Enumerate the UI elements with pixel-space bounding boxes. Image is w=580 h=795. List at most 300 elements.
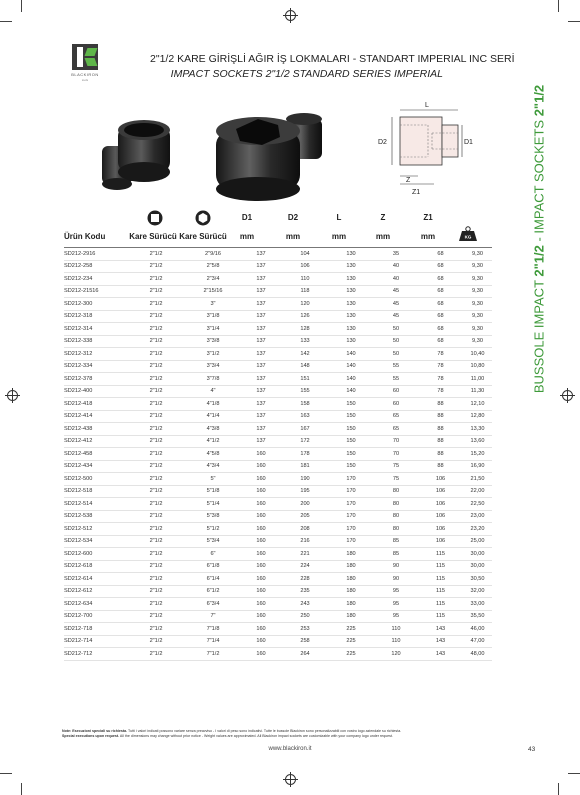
l-value: 130 <box>328 285 374 298</box>
weight-value: 9,30 <box>463 260 492 273</box>
socket-size: 4" <box>186 385 240 398</box>
l-value: 170 <box>328 498 374 511</box>
socket-size: 2"9/16 <box>186 248 240 261</box>
l-value: 140 <box>328 360 374 373</box>
table-row <box>64 523 492 536</box>
z1-value: 68 <box>418 260 463 273</box>
l-value: 150 <box>328 435 374 448</box>
l-value: 150 <box>328 423 374 436</box>
z1-value: 68 <box>418 323 463 336</box>
product-code: SD212-518 <box>64 485 126 498</box>
table-row <box>64 473 492 486</box>
side-title-prefix: BUSSOLE IMPACT <box>531 276 547 394</box>
socket-size: 5" <box>186 473 240 486</box>
drive-size: 2"1/2 <box>126 535 186 548</box>
socket-size: 3"3/8 <box>186 335 240 348</box>
z1-value: 115 <box>418 573 463 586</box>
table-row <box>64 385 492 398</box>
d1-value: 160 <box>240 623 282 636</box>
drive-size: 2"1/2 <box>126 585 186 598</box>
product-code: SD212-434 <box>64 460 126 473</box>
weight-value: 9,30 <box>463 310 492 323</box>
weight-value: 30,50 <box>463 573 492 586</box>
socket-size: 4"1/8 <box>186 398 240 411</box>
l-value: 150 <box>328 448 374 461</box>
table-row <box>64 260 492 273</box>
drive-size: 2"1/2 <box>126 548 186 561</box>
dim-label-d1: D1 <box>464 139 473 146</box>
z1-value: 115 <box>418 610 463 623</box>
z-value: 85 <box>374 548 418 561</box>
drive-size: 2"1/2 <box>126 610 186 623</box>
table-row <box>64 423 492 436</box>
z-value: 70 <box>374 435 418 448</box>
z-value: 95 <box>374 610 418 623</box>
product-code: SD212-712 <box>64 648 126 661</box>
l-value: 170 <box>328 535 374 548</box>
socket-size: 5"3/4 <box>186 535 240 548</box>
drive-size: 2"1/2 <box>126 410 186 423</box>
col-header-size: Kare Sürücü <box>179 232 227 241</box>
col-unit-z: mm <box>375 232 391 241</box>
table-row <box>64 573 492 586</box>
product-code: SD212-378 <box>64 373 126 386</box>
l-value: 225 <box>328 623 374 636</box>
d2-value: 228 <box>282 573 328 586</box>
weight-value: 15,20 <box>463 448 492 461</box>
z-value: 70 <box>374 448 418 461</box>
product-code: SD212-458 <box>64 448 126 461</box>
drive-size: 2"1/2 <box>126 623 186 636</box>
product-code: SD212-334 <box>64 360 126 373</box>
product-table <box>64 247 492 661</box>
z1-value: 68 <box>418 298 463 311</box>
l-value: 170 <box>328 473 374 486</box>
socket-photo-small <box>92 120 182 198</box>
socket-size: 5"3/8 <box>186 510 240 523</box>
d1-value: 137 <box>240 335 282 348</box>
z1-value: 106 <box>418 523 463 536</box>
d1-value: 137 <box>240 348 282 361</box>
socket-size: 3"7/8 <box>186 373 240 386</box>
z-value: 110 <box>374 623 418 636</box>
socket-size: 6" <box>186 548 240 561</box>
drive-size: 2"1/2 <box>126 323 186 336</box>
table-row <box>64 310 492 323</box>
z-value: 35 <box>374 248 418 261</box>
d2-value: 151 <box>282 373 328 386</box>
table-row <box>64 560 492 573</box>
d2-value: 221 <box>282 548 328 561</box>
side-title-bold2: 2"1/2 <box>531 84 547 117</box>
z-value: 80 <box>374 523 418 536</box>
d2-value: 167 <box>282 423 328 436</box>
side-title-bold1: 2"1/2 <box>531 245 547 277</box>
d2-value: 133 <box>282 335 328 348</box>
weight-value: 12,80 <box>463 410 492 423</box>
socket-size: 4"3/4 <box>186 460 240 473</box>
z1-value: 115 <box>418 548 463 561</box>
weight-icon <box>458 226 478 241</box>
weight-value: 25,00 <box>463 535 492 548</box>
weight-value: 9,30 <box>463 323 492 336</box>
note-line1-bold: Esecuzioni speciali su richiesta. <box>72 729 128 733</box>
col-unit-d2: mm <box>285 232 301 241</box>
drive-size: 2"1/2 <box>126 385 186 398</box>
col-header-l: L <box>336 213 342 222</box>
weight-value: 9,30 <box>463 335 492 348</box>
weight-value: 10,40 <box>463 348 492 361</box>
weight-value: 22,00 <box>463 485 492 498</box>
socket-size: 6"1/8 <box>186 560 240 573</box>
weight-value: 48,00 <box>463 648 492 661</box>
l-value: 150 <box>328 398 374 411</box>
z-value: 50 <box>374 335 418 348</box>
l-value: 180 <box>328 560 374 573</box>
crop-mark <box>568 21 580 22</box>
d1-value: 137 <box>240 385 282 398</box>
z-value: 45 <box>374 285 418 298</box>
product-code: SD212-418 <box>64 398 126 411</box>
d2-value: 128 <box>282 323 328 336</box>
l-value: 180 <box>328 573 374 586</box>
socket-size: 5"1/4 <box>186 498 240 511</box>
d1-value: 160 <box>240 560 282 573</box>
d2-value: 200 <box>282 498 328 511</box>
drive-size: 2"1/2 <box>126 448 186 461</box>
d2-value: 158 <box>282 398 328 411</box>
weight-value: 9,30 <box>463 273 492 286</box>
weight-value: 10,80 <box>463 360 492 373</box>
weight-value: 9,30 <box>463 248 492 261</box>
z1-value: 143 <box>418 635 463 648</box>
d2-value: 181 <box>282 460 328 473</box>
l-value: 140 <box>328 348 374 361</box>
drive-size: 2"1/2 <box>126 635 186 648</box>
col-header-d2: D2 <box>287 213 299 222</box>
d1-value: 137 <box>240 260 282 273</box>
brand-tag: tools <box>81 78 89 82</box>
product-code: SD212-312 <box>64 348 126 361</box>
product-code: SD212-300 <box>64 298 126 311</box>
drive-size: 2"1/2 <box>126 573 186 586</box>
product-code: SD212-338 <box>64 335 126 348</box>
weight-value: 9,30 <box>463 285 492 298</box>
table-row <box>64 448 492 461</box>
z1-value: 68 <box>418 310 463 323</box>
dim-label-l: L <box>425 102 429 109</box>
table-row <box>64 248 492 261</box>
d2-value: 155 <box>282 385 328 398</box>
d2-value: 172 <box>282 435 328 448</box>
product-code: SD212-618 <box>64 560 126 573</box>
dim-label-z1: Z1 <box>412 189 421 196</box>
table-row <box>64 635 492 648</box>
d1-value: 137 <box>240 423 282 436</box>
product-code: SD212-314 <box>64 323 126 336</box>
drive-size: 2"1/2 <box>126 560 186 573</box>
footer-note <box>62 729 522 739</box>
d1-value: 137 <box>240 398 282 411</box>
z1-value: 143 <box>418 623 463 636</box>
l-value: 130 <box>328 335 374 348</box>
z1-value: 106 <box>418 473 463 486</box>
weight-icon-label: KG <box>464 234 472 240</box>
z-value: 45 <box>374 298 418 311</box>
d2-value: 148 <box>282 360 328 373</box>
z1-value: 115 <box>418 560 463 573</box>
socket-size: 5"1/2 <box>186 523 240 536</box>
registration-mark-left <box>7 390 18 401</box>
drive-size: 2"1/2 <box>126 598 186 611</box>
drive-size: 2"1/2 <box>126 285 186 298</box>
col-unit-z1: mm <box>420 232 436 241</box>
table-row <box>64 610 492 623</box>
square-drive-icon <box>147 210 163 226</box>
drive-size: 2"1/2 <box>126 273 186 286</box>
socket-size: 4"1/2 <box>186 435 240 448</box>
product-code: SD212-538 <box>64 510 126 523</box>
weight-value: 9,30 <box>463 298 492 311</box>
drive-size: 2"1/2 <box>126 335 186 348</box>
z1-value: 88 <box>418 410 463 423</box>
z1-value: 88 <box>418 435 463 448</box>
side-title-middle: - IMPACT SOCKETS <box>531 116 547 246</box>
product-code: SD212-612 <box>64 585 126 598</box>
drive-size: 2"1/2 <box>126 373 186 386</box>
z-value: 120 <box>374 648 418 661</box>
socket-size: 4"5/8 <box>186 448 240 461</box>
socket-size: 7"1/4 <box>186 635 240 648</box>
weight-value: 32,00 <box>463 585 492 598</box>
z-value: 45 <box>374 310 418 323</box>
d2-value: 253 <box>282 623 328 636</box>
weight-value: 47,00 <box>463 635 492 648</box>
d2-value: 224 <box>282 560 328 573</box>
drive-size: 2"1/2 <box>126 473 186 486</box>
z-value: 95 <box>374 585 418 598</box>
d2-value: 243 <box>282 598 328 611</box>
socket-size: 3" <box>186 298 240 311</box>
product-code: SD212-614 <box>64 573 126 586</box>
d2-value: 178 <box>282 448 328 461</box>
hexagon-icon <box>195 210 211 226</box>
table-row <box>64 485 492 498</box>
d1-value: 137 <box>240 273 282 286</box>
table-row <box>64 298 492 311</box>
crop-mark <box>558 0 559 12</box>
z1-value: 88 <box>418 448 463 461</box>
product-code: SD212-258 <box>64 260 126 273</box>
z1-value: 68 <box>418 248 463 261</box>
drive-size: 2"1/2 <box>126 398 186 411</box>
socket-size: 5"1/8 <box>186 485 240 498</box>
page-subtitle: IMPACT SOCKETS 2"1/2 STANDARD SERIES IMPERIAL <box>170 68 443 80</box>
drive-size: 2"1/2 <box>126 248 186 261</box>
drive-size: 2"1/2 <box>126 260 186 273</box>
z-value: 80 <box>374 485 418 498</box>
z1-value: 68 <box>418 285 463 298</box>
table-row <box>64 460 492 473</box>
product-code: SD212-514 <box>64 498 126 511</box>
z1-value: 78 <box>418 360 463 373</box>
dimension-diagram <box>372 98 482 203</box>
crop-mark <box>558 783 559 795</box>
l-value: 130 <box>328 298 374 311</box>
table-row <box>64 585 492 598</box>
weight-value: 22,50 <box>463 498 492 511</box>
d1-value: 137 <box>240 410 282 423</box>
brand-name: BLACKIRON <box>71 72 99 77</box>
z1-value: 106 <box>418 510 463 523</box>
z-value: 90 <box>374 560 418 573</box>
drive-size: 2"1/2 <box>126 360 186 373</box>
table-row <box>64 335 492 348</box>
d1-value: 160 <box>240 523 282 536</box>
note-label: Note: <box>62 729 72 733</box>
table-row <box>64 510 492 523</box>
d1-value: 160 <box>240 448 282 461</box>
d2-value: 250 <box>282 610 328 623</box>
table-row <box>64 373 492 386</box>
weight-value: 13,30 <box>463 423 492 436</box>
col-header-z1: Z1 <box>423 213 433 222</box>
table-row <box>64 548 492 561</box>
note-line2: All the dimensions may change without prior notice - Weight values are approximated. All Blackiron impact sockets are customizable with your company logo under request. <box>119 734 393 738</box>
weight-value: 46,00 <box>463 623 492 636</box>
l-value: 180 <box>328 585 374 598</box>
z-value: 60 <box>374 398 418 411</box>
drive-size: 2"1/2 <box>126 435 186 448</box>
z1-value: 88 <box>418 460 463 473</box>
l-value: 140 <box>328 373 374 386</box>
z1-value: 115 <box>418 585 463 598</box>
note-line2-bold: Special executions upon request. <box>62 734 120 738</box>
col-header-drive: Kare Sürücü <box>129 232 177 241</box>
d2-value: 205 <box>282 510 328 523</box>
product-code: SD212-500 <box>64 473 126 486</box>
drive-size: 2"1/2 <box>126 348 186 361</box>
weight-value: 23,00 <box>463 510 492 523</box>
product-code: SD212-438 <box>64 423 126 436</box>
z1-value: 88 <box>418 398 463 411</box>
crop-mark <box>21 783 22 795</box>
drive-size: 2"1/2 <box>126 298 186 311</box>
product-code: SD212-718 <box>64 623 126 636</box>
d1-value: 160 <box>240 485 282 498</box>
l-value: 225 <box>328 648 374 661</box>
d2-value: 258 <box>282 635 328 648</box>
socket-size: 3"3/4 <box>186 360 240 373</box>
d1-value: 160 <box>240 648 282 661</box>
weight-value: 33,00 <box>463 598 492 611</box>
d1-value: 137 <box>240 298 282 311</box>
product-code: SD212-700 <box>64 610 126 623</box>
d1-value: 137 <box>240 435 282 448</box>
drive-size: 2"1/2 <box>126 510 186 523</box>
d2-value: 208 <box>282 523 328 536</box>
z-value: 60 <box>374 385 418 398</box>
d2-value: 106 <box>282 260 328 273</box>
socket-size: 4"1/4 <box>186 410 240 423</box>
drive-size: 2"1/2 <box>126 498 186 511</box>
d1-value: 137 <box>240 323 282 336</box>
d2-value: 142 <box>282 348 328 361</box>
socket-size: 3"1/2 <box>186 348 240 361</box>
z-value: 90 <box>374 573 418 586</box>
drive-size: 2"1/2 <box>126 310 186 323</box>
l-value: 130 <box>328 323 374 336</box>
product-code: SD212-2916 <box>64 248 126 261</box>
l-value: 170 <box>328 510 374 523</box>
z-value: 55 <box>374 373 418 386</box>
product-code: SD212-634 <box>64 598 126 611</box>
product-code: SD212-400 <box>64 385 126 398</box>
registration-mark-bottom <box>285 774 296 785</box>
product-code: SD212-318 <box>64 310 126 323</box>
d2-value: 120 <box>282 298 328 311</box>
l-value: 150 <box>328 460 374 473</box>
dim-label-d2: D2 <box>378 139 387 146</box>
z-value: 65 <box>374 423 418 436</box>
col-unit-l: mm <box>331 232 347 241</box>
table-row <box>64 648 492 661</box>
z1-value: 106 <box>418 535 463 548</box>
table-row <box>64 623 492 636</box>
d1-value: 160 <box>240 573 282 586</box>
d1-value: 160 <box>240 498 282 511</box>
drive-size: 2"1/2 <box>126 423 186 436</box>
z-value: 95 <box>374 598 418 611</box>
drive-size: 2"1/2 <box>126 648 186 661</box>
l-value: 180 <box>328 548 374 561</box>
l-value: 130 <box>328 310 374 323</box>
socket-size: 2"5/8 <box>186 260 240 273</box>
l-value: 130 <box>328 260 374 273</box>
z1-value: 115 <box>418 598 463 611</box>
weight-value: 16,90 <box>463 460 492 473</box>
website-link[interactable]: www.blackiron.it <box>268 746 312 752</box>
d2-value: 216 <box>282 535 328 548</box>
drive-size: 2"1/2 <box>126 485 186 498</box>
z1-value: 106 <box>418 498 463 511</box>
socket-size: 6"1/4 <box>186 573 240 586</box>
product-code: SD212-534 <box>64 535 126 548</box>
socket-size: 7" <box>186 610 240 623</box>
d1-value: 160 <box>240 548 282 561</box>
socket-size: 2"3/4 <box>186 273 240 286</box>
table-row <box>64 323 492 336</box>
z1-value: 78 <box>418 373 463 386</box>
l-value: 170 <box>328 523 374 536</box>
product-code: SD212-512 <box>64 523 126 536</box>
table-row <box>64 435 492 448</box>
table-row <box>64 398 492 411</box>
socket-size: 2"15/16 <box>186 285 240 298</box>
d2-value: 104 <box>282 248 328 261</box>
l-value: 180 <box>328 610 374 623</box>
registration-mark-right <box>562 390 573 401</box>
socket-size: 3"1/8 <box>186 310 240 323</box>
z1-value: 143 <box>418 648 463 661</box>
d1-value: 137 <box>240 310 282 323</box>
product-code: SD212-21516 <box>64 285 126 298</box>
table-row <box>64 360 492 373</box>
side-title <box>527 74 551 404</box>
table-row <box>64 348 492 361</box>
l-value: 140 <box>328 385 374 398</box>
socket-photo-large <box>206 101 336 205</box>
